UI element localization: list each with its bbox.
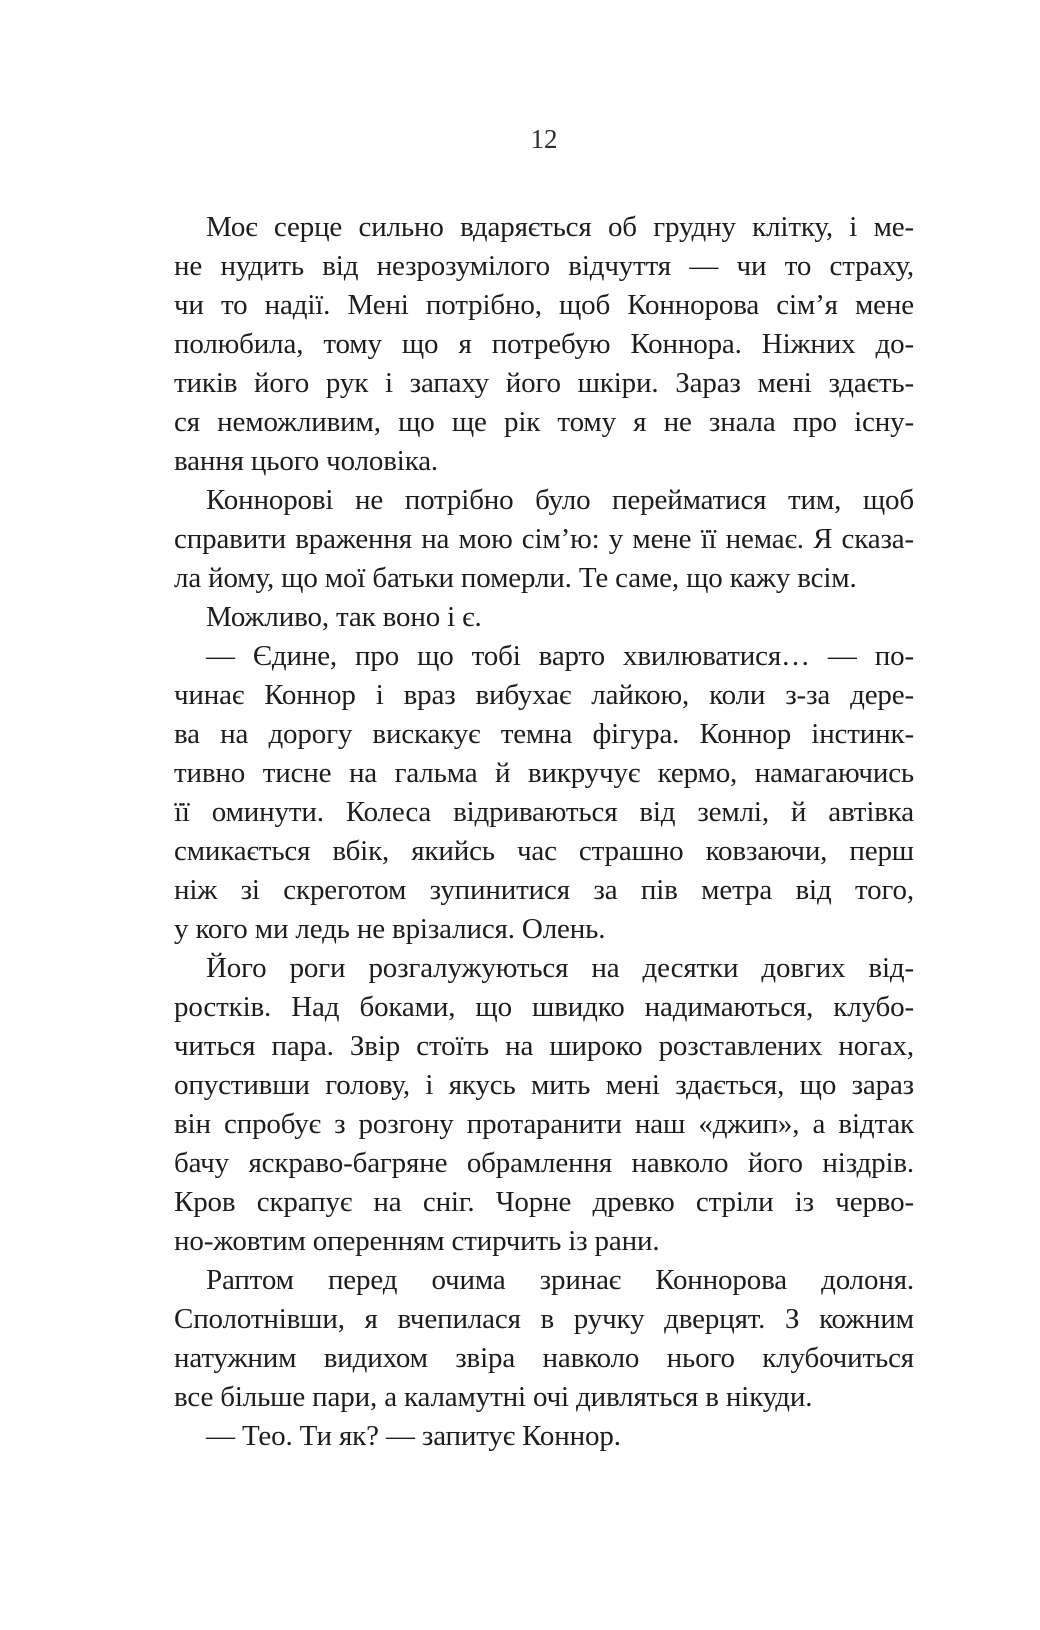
paragraph xyxy=(174,208,914,481)
text-line: не нудить від незрозумілого відчуття — чи то страху, xyxy=(174,250,914,282)
text-line: ва на дорогу вискакує темна фігура. Коннор інстинк- xyxy=(174,718,914,750)
text-line: но-жовтим оперенням стирчить із рани. xyxy=(174,1225,660,1257)
text-line: вання цього чоловіка. xyxy=(174,445,439,477)
text-line: все більше пари, а каламутні очі дивляться в нікуди. xyxy=(174,1381,813,1413)
paragraph xyxy=(174,481,914,598)
text-line: тиків його рук і запаху його шкіри. Зараз мені здаєть- xyxy=(174,367,914,399)
text-line: Можливо, так воно і є. xyxy=(206,601,482,633)
text-line: чинає Коннор і враз вибухає лайкою, коли з-за дере- xyxy=(174,679,914,711)
text-line: — Тео. Ти як? — запитує Коннор. xyxy=(206,1420,621,1452)
text-line: ростків. Над боками, що швидко надимаються, клубо- xyxy=(174,991,914,1023)
text-line: читься пара. Звір стоїть на широко розставлених ногах, xyxy=(174,1030,914,1062)
paragraph xyxy=(174,1417,914,1456)
text-line: — Єдине, про що тобі варто хвилюватися… — по- xyxy=(206,640,914,672)
page-text xyxy=(174,208,914,1456)
text-line: смикається вбік, якийсь час страшно ковзаючи, перш xyxy=(174,835,914,867)
paragraph xyxy=(174,949,914,1261)
text-line: полюбила, тому що я потребую Коннора. Ніжних до- xyxy=(174,328,914,360)
text-line: тивно тисне на гальма й викручує кермо, намагаючись xyxy=(174,757,914,789)
page-number: 12 xyxy=(530,124,558,154)
text-line: опустивши голову, і якусь мить мені здається, що зараз xyxy=(174,1069,914,1101)
text-line: чи то надії. Мені потрібно, щоб Коннорова сім’я мене xyxy=(174,289,914,321)
text-line: Кров скрапує на сніг. Чорне древко стріли із черво- xyxy=(174,1186,914,1218)
text-line: Моє серце сильно вдаряється об грудну клітку, і ме- xyxy=(206,211,914,243)
paragraph xyxy=(174,598,914,637)
text-line: бачу яскраво-багряне обрамлення навколо його ніздрів. xyxy=(174,1147,914,1179)
text-line: він спробує з розгону протаранити наш «джип», а відтак xyxy=(174,1108,914,1140)
text-line: ся неможливим, що ще рік тому я не знала про існу- xyxy=(174,406,914,438)
text-line: ніж зі скреготом зупинитися за пів метра від того, xyxy=(174,874,914,906)
text-line: ла йому, що мої батьки померли. Те саме, що кажу всім. xyxy=(174,562,857,594)
text-line: справити враження на мою сім’ю: у мене її немає. Я сказа- xyxy=(174,523,914,555)
paragraph xyxy=(174,1261,914,1417)
paragraph xyxy=(174,637,914,949)
text-line: її оминути. Колеса відриваються від землі, й автівка xyxy=(174,796,914,828)
text-line: Його роги розгалужуються на десятки довгих від- xyxy=(206,952,914,984)
text-line: Сполотнівши, я вчепилася в ручку дверцят. З кожним xyxy=(174,1303,914,1335)
text-line: Раптом перед очима зринає Коннорова долоня. xyxy=(206,1264,914,1296)
text-line: у кого ми ледь не врізалися. Олень. xyxy=(174,913,606,945)
text-line: Коннорові не потрібно було перейматися тим, щоб xyxy=(206,484,914,516)
text-line: натужним видихом звіра навколо нього клубочиться xyxy=(174,1342,914,1374)
